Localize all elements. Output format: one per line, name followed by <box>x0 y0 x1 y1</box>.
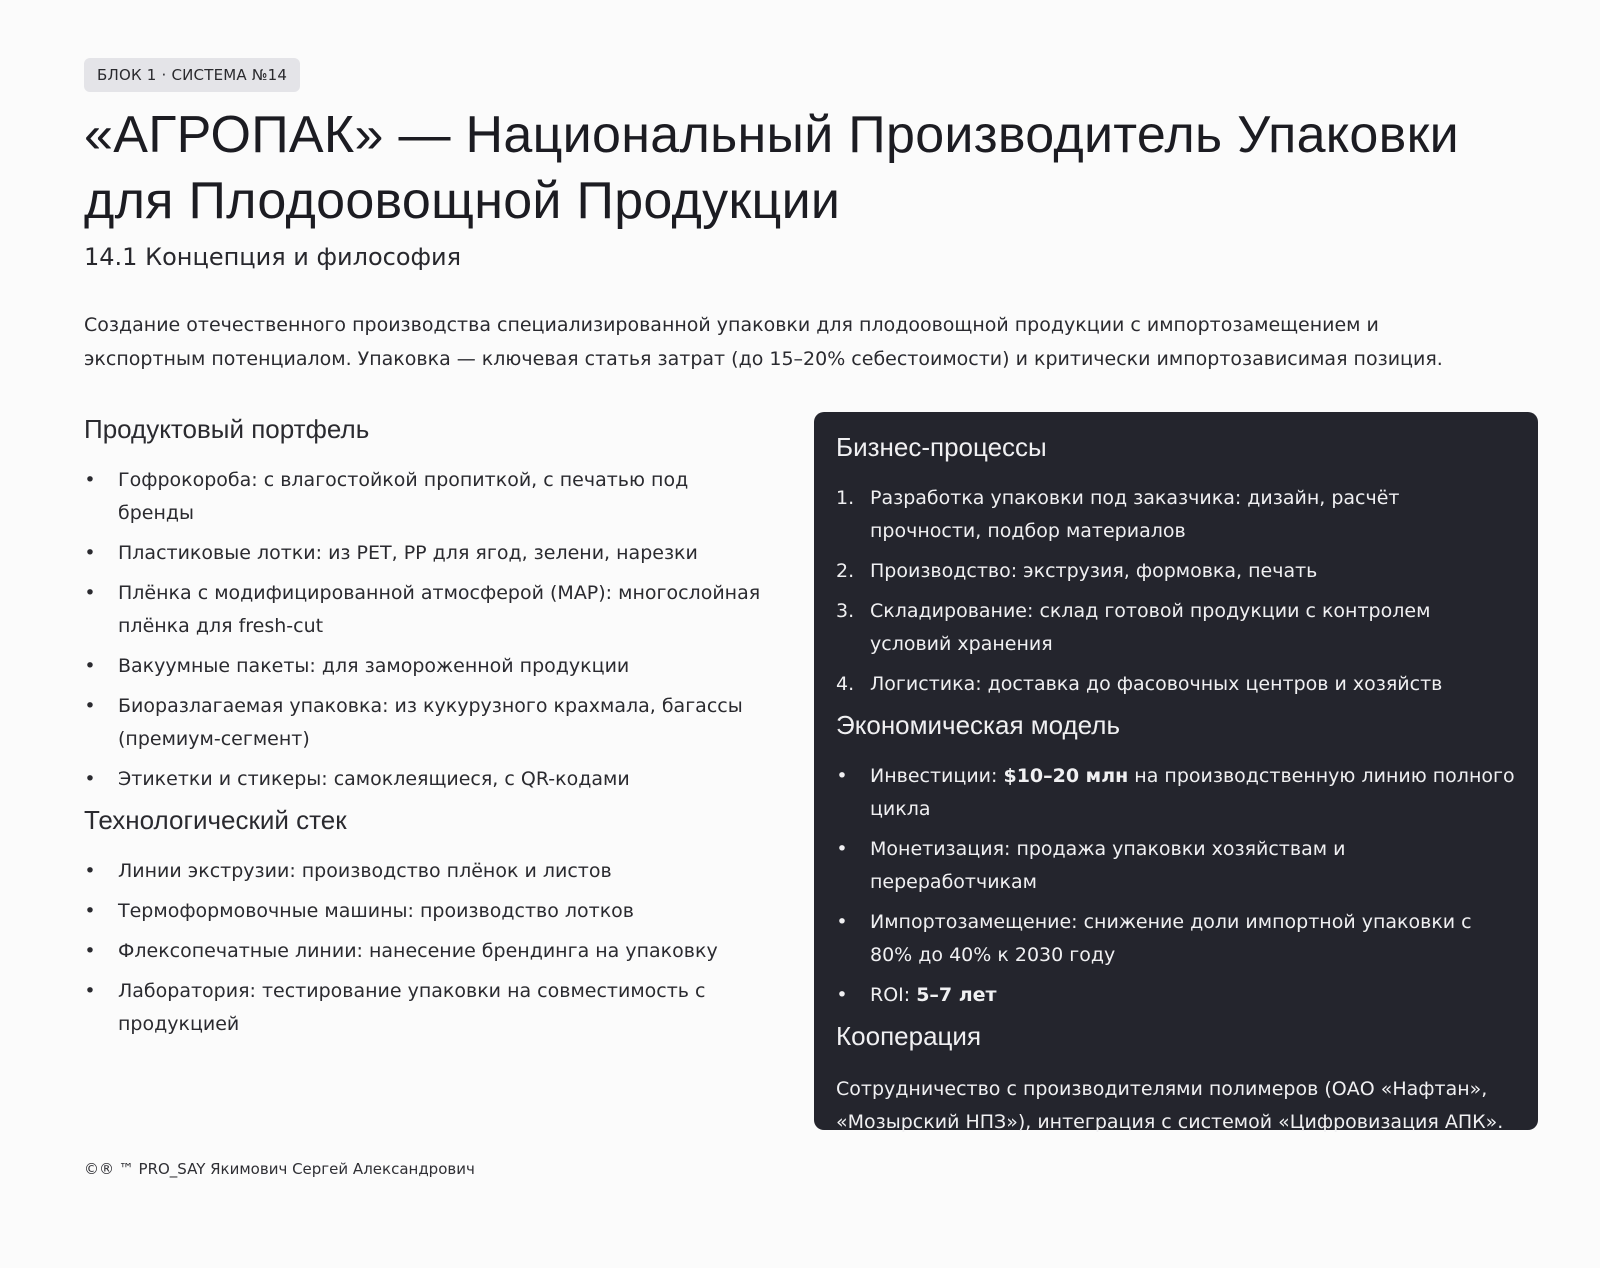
list-item: • ROI: 5–7 лет <box>836 979 1516 1012</box>
list-item: • Вакуумные пакеты: для замороженной продукции <box>84 650 764 683</box>
list-item: • Линии экструзии: производство плёнок и листов <box>84 855 764 888</box>
bullet-icon: • <box>836 911 848 933</box>
tech-stack-list <box>84 855 764 1041</box>
list-item: • Этикетки и стикеры: самоклеящиеся, с QR-кодами <box>84 763 764 796</box>
product-portfolio-list <box>84 464 764 796</box>
investments-amount: $10–20 млн <box>1003 765 1129 787</box>
bullet-icon: • <box>836 765 848 787</box>
bullet-icon: • <box>84 860 96 882</box>
list-item: 3. Складирование: склад готовой продукции с контролем условий хранения <box>836 600 1431 655</box>
dark-info-card <box>814 412 1538 1133</box>
product-portfolio-heading: Продуктовый портфель <box>84 414 370 444</box>
list-item: • Термоформовочные машины: производство лотков <box>84 895 764 928</box>
list-item: • Монетизация: продажа упаковки хозяйствам и переработчикам <box>836 833 1516 899</box>
copyright-footer: ©® ™ PRO_SAY Якимович Сергей Александрович <box>84 1160 475 1178</box>
cooperation-heading: Кооперация <box>836 1021 982 1051</box>
list-item: 4. Логистика: доставка до фасовочных центров и хозяйств <box>836 673 1443 695</box>
intro-paragraph: Создание отечественного производства специализированной упаковки для плодоовощной продукции с импортозамещением и экспортным потенциалом. Упаковка — ключевая статья затрат (до 15–20% себестоимости) и критически импортозависимая позиция. <box>84 314 1443 370</box>
bullet-icon: • <box>84 695 96 717</box>
page-title-line-1: «АГРОПАК» — Национальный Производитель Упаковки <box>84 106 1459 164</box>
list-item: • Биоразлагаемая упаковка: из кукурузного крахмала, багассы (премиум-сегмент) <box>84 690 764 756</box>
bullet-icon: • <box>84 940 96 962</box>
bullet-icon: • <box>84 980 96 1002</box>
list-item: • Импортозамещение: снижение доли импортной упаковки с 80% до 40% к 2030 году <box>836 906 1516 972</box>
list-item: • Плёнка с модифицированной атмосферой (MAP): многослойная плёнка для fresh-cut <box>84 577 764 643</box>
business-processes-heading: Бизнес-процессы <box>836 432 1047 462</box>
section-subtitle: 14.1 Концепция и философия <box>84 243 462 271</box>
list-item: • Гофрокороба: с влагостойкой пропиткой, с печатью под бренды <box>84 464 764 530</box>
bullet-icon: • <box>84 582 96 604</box>
left-column <box>84 412 764 1048</box>
bullet-icon: • <box>836 838 848 860</box>
list-item: 1. Разработка упаковки под заказчика: дизайн, расчёт прочности, подбор материалов <box>836 487 1400 542</box>
page-content <box>84 58 1544 1133</box>
list-item: • Флексопечатные линии: нанесение брендинга на упаковку <box>84 935 764 968</box>
economic-model-list <box>836 760 1516 1012</box>
bullet-icon: • <box>84 768 96 790</box>
list-item: 2. Производство: экструзия, формовка, печать <box>836 560 1318 582</box>
business-processes-list <box>836 482 1516 701</box>
list-item: • Лаборатория: тестирование упаковки на совместимость с продукцией <box>84 975 764 1041</box>
tech-stack-heading: Технологический стек <box>84 805 347 835</box>
list-item: • Пластиковые лотки: из PET, PP для ягод, зелени, нарезки <box>84 537 764 570</box>
page-title <box>84 102 1544 234</box>
bullet-icon: • <box>84 900 96 922</box>
bullet-icon: • <box>84 542 96 564</box>
bullet-icon: • <box>84 655 96 677</box>
economic-model-heading: Экономическая модель <box>836 710 1120 740</box>
roi-value: 5–7 лет <box>916 984 997 1006</box>
list-item: • Инвестиции: $10–20 млн на производственную линию полного цикла <box>836 760 1516 826</box>
bullet-icon: • <box>84 469 96 491</box>
page-title-line-2: для Плодоовощной Продукции <box>84 172 841 230</box>
section-badge: БЛОК 1 · СИСТЕМА №14 <box>84 58 300 92</box>
bullet-icon: • <box>836 984 848 1006</box>
cooperation-text: Сотрудничество с производителями полимеров (ОАО «Нафтан», «Мозырский НПЗ»), интеграция с системой «Цифровизация АПК». <box>836 1078 1504 1133</box>
